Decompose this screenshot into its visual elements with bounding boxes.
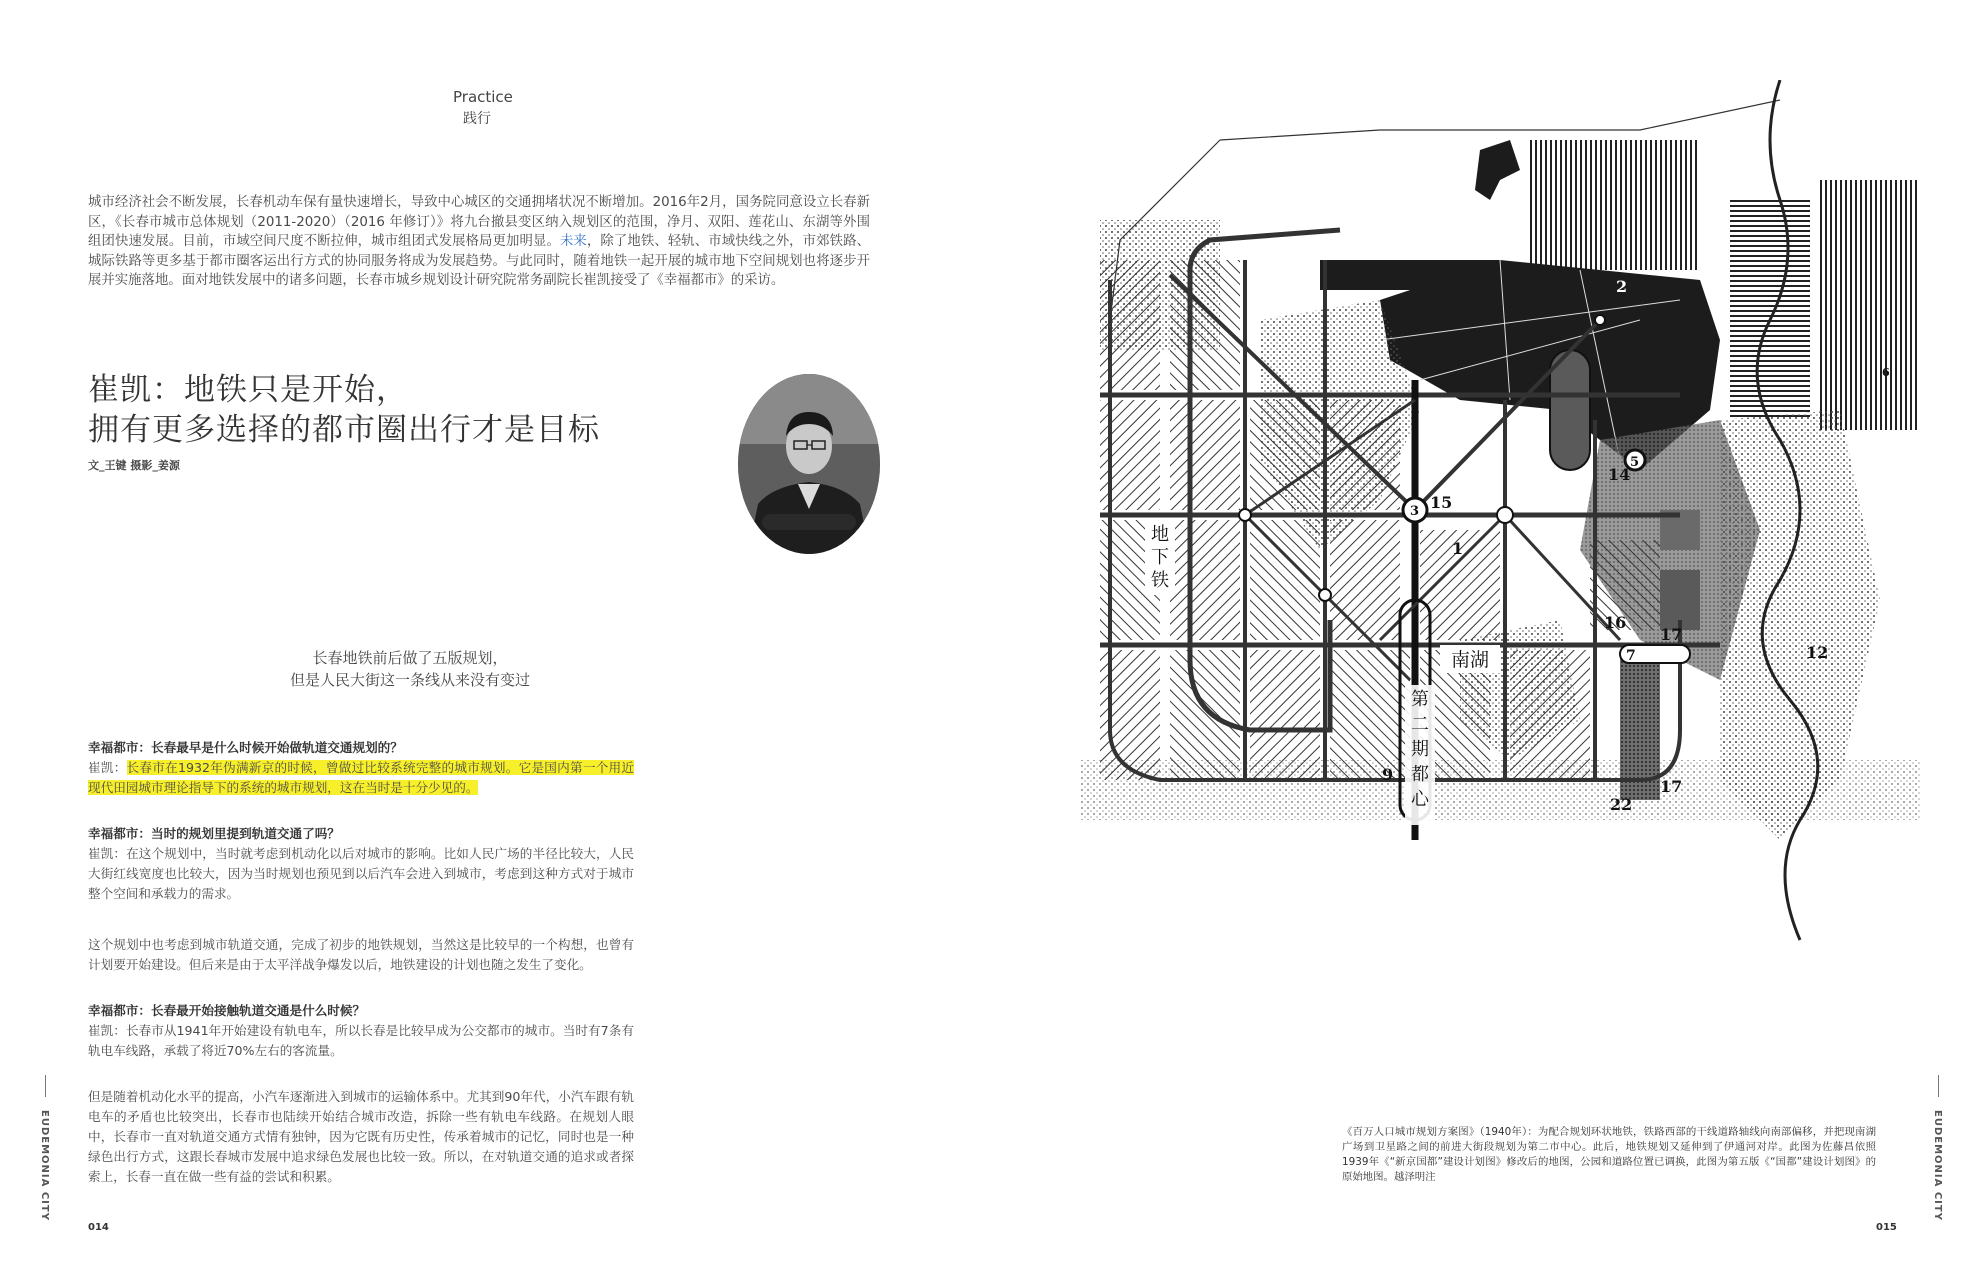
map-num-15: 15 [1430, 493, 1453, 512]
map-num-22: 22 [1610, 795, 1633, 814]
outer-boundary-top [1220, 100, 1780, 140]
svg-text:心: 心 [1411, 789, 1429, 810]
intro-paragraph: 城市经济社会不断发展，长春机动车保有量快速增长，导致中心城区的交通拥堵状况不断增加。2016年2月，国务院同意设立长春新区，《长春市城市总体规划（2011-2020）（2016 年修订）》将九台撤县变区纳入规划区的范围，净月、双阳、莲花山、东湖等外围组团快速发展。目前，市域空间尺度不断拉伸，城市组团式发展格局更加明显。未来，除了地铁、轻轨、市域快线之外，市郊铁路、城际铁路等更多基于都市圈客运出行方式的协同服务将成为发展趋势。与此同时，随着地铁一起开展的城市地下空间规划也将逐步开展并实施落地。面对地铁发展中的诸多问题，长春市城乡规划设计研究院常务副院长崔凯接受了《幸福都市》的采访。 [88, 195, 870, 289]
intro-highlight: 未来 [559, 234, 587, 250]
map-label-south-lake: 南湖 [1450, 649, 1490, 671]
hatched-east [1730, 200, 1810, 420]
answer-3: 崔凯：长春市从1941年开始建设有轨电车，所以长春是比较早成为公交都市的城市。当时有7条有轨电车线路，承载了将近70%左右的客流量。 [88, 1023, 634, 1058]
map-num-3: 3 [1410, 504, 1420, 519]
hatched-far-east [1820, 180, 1920, 430]
railway-yard-vertical [1530, 140, 1700, 270]
map-label-subway-1: 地 [1151, 524, 1169, 545]
plaza-southwest [1319, 589, 1331, 601]
map-num-5: 5 [1630, 455, 1640, 470]
pull-quote: 长春地铁前后做了五版规划， 但是人民大街这一条线从来没有变过 [289, 649, 530, 689]
answer-3-continued: 但是随着机动化水平的提高，小汽车逐渐进入到城市的运输体系中。尤其到90年代，小汽车跟有轨电车的矛盾也比较突出，长春市也陆续开始结合城市改造，拆除一些有轨电车线路。在规划人眼中，长春市一直对轨道交通方式情有独钟，因为它既有历史性，传承着城市的记忆，同时也是一种绿色出行方式，这跟长春城市发展中追求绿色发展也比较一致。所以，在对轨道交通的追求或者探索上，长春一直在做一些有益的尝试和积累。 [88, 1089, 634, 1184]
svg-text:二: 二 [1411, 714, 1429, 735]
article-title [88, 370, 600, 450]
city-plan-map [1080, 80, 1920, 1040]
map-num-9: 9 [1382, 765, 1394, 784]
right-magazine-label: EUDEMONIA CITY [1932, 1110, 1943, 1221]
renmin-square [1497, 507, 1513, 523]
section-label-en: Practice [453, 88, 513, 106]
map-num-2: 2 [1616, 277, 1628, 296]
byline: 文_王键 摄影_姜源 [88, 459, 180, 472]
title-line-2: 拥有更多选择的都市圈出行才是目标 [88, 412, 600, 448]
highlighted-answer: 长春市在1932年伪满新京的时候，曾做过比较系统完整的城市规划。它是国内第一个用近现代田园城市理论指导下的系统的城市规划，这在当时是十分少见的。 [88, 760, 634, 795]
question-2: 幸福都市：当时的规划里提到轨道交通了吗？ [88, 826, 340, 841]
question-1: 幸福都市：长春最早是什么时候开始做轨道交通规划的？ [88, 740, 403, 755]
svg-text:铁: 铁 [1151, 570, 1169, 591]
map-num-16: 16 [1604, 613, 1627, 632]
map-num-17b: 17 [1660, 777, 1683, 796]
map-num-6: 6 [1882, 366, 1890, 379]
map-caption: 《百万人口城市规划方案图》（1940年）：为配合规划环状地铁，铁路西部的干线道路轴线向南部偏移，并把现南湖广场到卫星路之间的前进大街段规划为第二市中心。此后，地铁规划又延伸到了伊通河对岸。此图为佐藤昌依照1939年《“新京国都”建设计划图》修改后的地图，公园和道路位置已调换，此图为第五版《“国都”建设计划图》的原始地图。越泽明注 [1342, 1126, 1876, 1183]
map-num-1: 1 [1452, 539, 1464, 558]
map-num-12: 12 [1806, 643, 1829, 662]
question-3: 幸福都市：长春最开始接触轨道交通是什么时候？ [88, 1003, 366, 1018]
left-magazine-label: EUDEMONIA CITY [39, 1110, 50, 1221]
map-num-7: 7 [1626, 648, 1636, 664]
svg-text:下: 下 [1151, 547, 1169, 568]
left-side-rule [45, 1075, 46, 1097]
right-page-number: 015 [1876, 1222, 1897, 1233]
section-label-zh: 践行 [463, 111, 491, 127]
plaza-north [1595, 315, 1605, 325]
right-side-rule [1938, 1075, 1939, 1097]
answer-2-continued: 这个规划中也考虑到城市轨道交通，完成了初步的地铁规划，当然这是比较早的一个构想，也曾有计划要开始建设。但后来是由于太平洋战争爆发以后，地铁建设的计划也随之发生了变化。 [88, 937, 634, 972]
map-num-17a: 17 [1660, 625, 1683, 644]
portrait-photo [738, 374, 880, 554]
left-page-number: 014 [88, 1222, 109, 1233]
map-label-second-center-1: 第 [1411, 689, 1429, 710]
map-num-14: 14 [1608, 465, 1631, 484]
ne-dark-block [1475, 140, 1520, 200]
answer-1: 崔凯：长春市在1932年伪满新京的时候，曾做过比较系统完整的城市规划。它是国内第一个用近现代田园城市理论指导下的系统的城市规划，这在当时是十分少见的。 [88, 760, 634, 795]
answer-2: 崔凯：在这个规划中，当时就考虑到机动化以后对城市的影响。比如人民广场的半径比较大，人民大街红线宽度也比较大，因为当时规划也预见到以后汽车会进入到城市，考虑到这种方式对于城市整个空间和承载力的需求。 [88, 846, 634, 901]
svg-text:期: 期 [1411, 739, 1429, 760]
plaza-west [1239, 509, 1251, 521]
title-line-1: 崔凯：地铁只是开始， [88, 372, 408, 408]
svg-text:都: 都 [1411, 764, 1429, 785]
